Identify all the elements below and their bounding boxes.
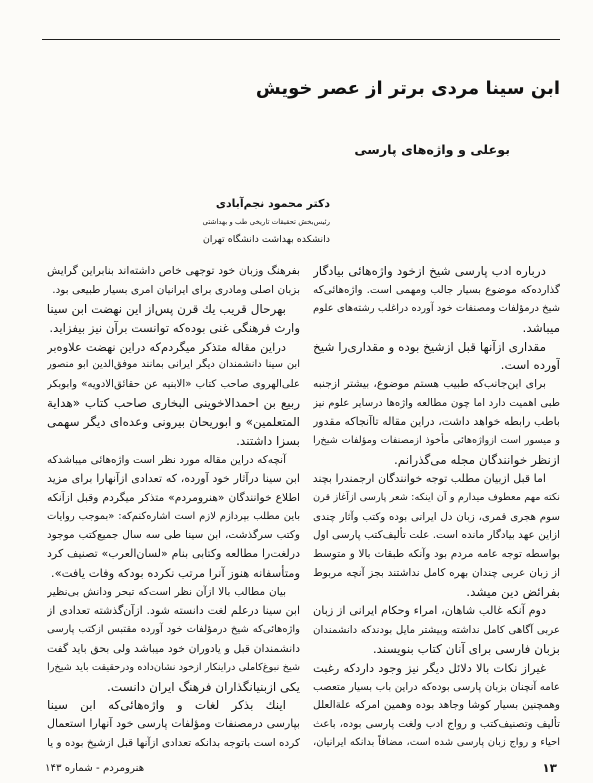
text-line: عربی آگاهی کامل نداشته وبیشتر مایل بودند‌که دانشمندان [313, 623, 560, 636]
text-line: بفرائض دین میشد. [466, 585, 560, 600]
text-line: سوم هجری قمری، زبان دل ایرانی بوده وکتب وآثار چندی [313, 510, 560, 523]
paragraph [313, 659, 560, 753]
paragraph [47, 451, 300, 583]
text-line: بزبان فارسی برای آنان کتاب بنویسند. [372, 641, 560, 656]
text-line: ازاین عهد بیادگار مانده است. علت تألیف‌کتب پارسی اول [313, 529, 560, 542]
paragraph [47, 262, 300, 300]
text-line: احیاء و رواج زبان پارسی شده است، مضافاً بدانکه ایرانیان، [313, 737, 560, 749]
paragraph [313, 262, 560, 338]
text-line: و میسور است ازواژه‌هائی مأخوذ ازمصنفات ومؤلفات شیخ‌را [313, 435, 560, 447]
paragraph [47, 300, 300, 338]
text-line: دراین مقاله متذکر میگردم‌که دراین نهضت علاوه‌بر [47, 339, 286, 354]
text-line: وکتب سرگذشت، ابن سینا طی سه سال جمیع‌کتب موجود [47, 529, 300, 542]
text-line: شیخ نبوغ‌کاملی دراینکار ازخود نشان‌داده ودرحقیقت باید شیخ‌را [47, 661, 300, 673]
paragraph [313, 338, 560, 376]
author-position: رئیس‌بخش تحقیقات تاریخی طب و بهداشتی [202, 218, 330, 226]
text-line: از زبان عربی چندان بهره کامل نداشتند بجز آنچه مربوط [313, 567, 560, 580]
text-line: یکی ازبنیانگذاران فرهنگ ایران دانست. [107, 679, 300, 694]
text-line: تألیف وتصنیف‌کتب و رواج ادب ولغت پارسی بوده، باعث [313, 718, 560, 731]
text-line: طبی اهمیت دارد اما چون مطالعه واژه‌ها درسایر علوم نیز [313, 397, 560, 410]
article-title: ابن سینا مردی برتر از عصر خویش [255, 78, 560, 99]
text-line: شیخ درمؤلفات ومصنفات خود آورده دراغلب رشته‌های علوم [313, 302, 560, 314]
paragraph [47, 696, 300, 753]
text-line: دوم آنکه غالب شاهان، امراء وحکام ایرانی از زبان [313, 604, 546, 618]
text-line: برای این‌جانب‌که طبیب هستم موضوع، بیشتر ازجنبه [313, 377, 546, 391]
text-line: المتعلمین» و ابوریحان بیرونی وعده‌ای دیگر سهمی [47, 415, 300, 430]
text-line: واژه‌هائی‌که شیخ درمؤلفات خود آورده مقتبس ازکتب پارسی [47, 623, 300, 635]
text-line: ومتأسفانه هنوز آنرا مرتب نکرده بود‌که وفات یافت». [50, 566, 300, 581]
text-line: اما قبل ازبیان مطلب توجه خوانندگان ارجمندرا بچند [313, 471, 546, 485]
text-line: بیان مطالب بالا ازآن نظر است‌که تبحر ودانش بی‌نظیر [47, 586, 286, 599]
text-line: آنچه‌که دراین مقاله مورد نظر است واژه‌هائی میباشد‌که [47, 453, 286, 466]
text-line: باطب رابطه خواهد داشت، دراین مقاله تاآنجاکه مقدور [313, 415, 560, 429]
top-rule [42, 39, 560, 40]
text-line: بپارسی درمصنفات ومؤلفات پارسی خود آنهارا استعمال [47, 717, 300, 731]
text-line: ربیع بن احمدالاخوینی البخاری صاحب کتاب «هدایة [47, 396, 300, 411]
text-line: ازنظر خوانندگان مجله می‌گذرانم. [393, 452, 560, 467]
text-line: بهرحال قریب یك قرن پس‌از این نهضت ابن سینا [47, 301, 286, 316]
text-line: میباشد. [522, 320, 560, 335]
text-line: بفرهنگ وزبان خود توجهی خاص داشته‌اند بنابراین گرایش [47, 264, 300, 277]
text-line: ابن سینا درآثار خود آورده، که تعدادی ازآنهارا برای مزید [47, 471, 300, 485]
paragraph [313, 375, 560, 469]
text-line: عامه آنچنان بزبان پارسی بوده‌که دراین باب بسیار متعصب [313, 680, 560, 693]
text-line: درلغت‌را مطالعه وکتابی بنام «لسان‌العرب» تصنیف کرد [47, 547, 300, 561]
text-line: آورده است. [500, 358, 560, 373]
text-line: بواسطه توجه عامه مردم بود وآنکه طبقات بالا و متوسط [313, 548, 560, 561]
magazine-issue: هنرومردم - شماره ۱۴۳ [45, 762, 145, 774]
text-column-right [313, 262, 560, 753]
author-affiliation: دانشکده بهداشت دانشگاه تهران [202, 234, 330, 245]
text-line: بزبان اصلی ومادری برای ایرانیان امری بسیار طبیعی بود. [52, 283, 300, 296]
article-subtitle: بوعلی و واژه‌های پارسی [354, 143, 510, 158]
author-name: دکتر محمود نجم‌آبادی [215, 197, 330, 210]
text-line: درباره ادب پارسی شیخ ازخود واژه‌هائی بیادگار [313, 264, 546, 278]
text-line: باین مطلب بپردازم لازم است اشاره‌کنم‌که: «بموجب روایات [47, 510, 300, 522]
paragraph [47, 338, 300, 451]
text-line: ابن سینا دانشمندان دیگر ایرانی بمانند موفق‌الدین ابو منصور [47, 359, 300, 371]
text-line: غیراز نکات بالا دلائل دیگر نیز وجود دارد‌که رغبت [313, 660, 546, 675]
text-line: مقداری ازآنها قبل ازشیخ بوده و مقداری‌را شیخ [313, 339, 546, 354]
text-line: علی‌الهروی صاحب کتاب «الابنیه عن حقائق‌الادویه» وابوبکر [47, 378, 300, 391]
author-byline [200, 195, 330, 249]
text-line: کرده است باتوجه بدانکه تعدادی ازآنها قبل ازشیخ بوده و یا [47, 737, 300, 750]
text-line: ابن سینا درعلم لغت دانسته شود. ازآن‌گذشته تعدادی از [47, 604, 300, 618]
paragraph [313, 602, 560, 659]
text-line: گذارده‌که موضوع بسیار جالب ومهمی است. واژه‌هائی‌که [313, 283, 560, 296]
text-line: بسزا داشتند. [236, 434, 300, 449]
text-column-left [47, 262, 300, 753]
paragraph [47, 583, 300, 696]
text-line: وهمچنین بسیار کوشا وجاهد بوده وهمین امرکه علةالعلل [313, 699, 560, 712]
text-line: اینك بذکر لغات و واژه‌هائی‌که ابن سینا [47, 698, 286, 713]
text-line: نکته مهم معطوف میدارم و آن اینکه: شعر پارسی ازآغاز قرن [313, 491, 560, 503]
text-line: دانشمندان قبل و یادوران خود میباشد ولی بحق باید گفت [47, 641, 300, 655]
paragraph [313, 470, 560, 602]
page-number: ۱۳ [542, 761, 557, 775]
text-line: وارث فرهنگی غنی بوده‌که توانست برآن نیز بیفزاید. [49, 320, 300, 335]
text-line: اطلاع خوانندگان «هنرومردم» متذکر میگردم وقبل ازآنکه [47, 490, 300, 504]
